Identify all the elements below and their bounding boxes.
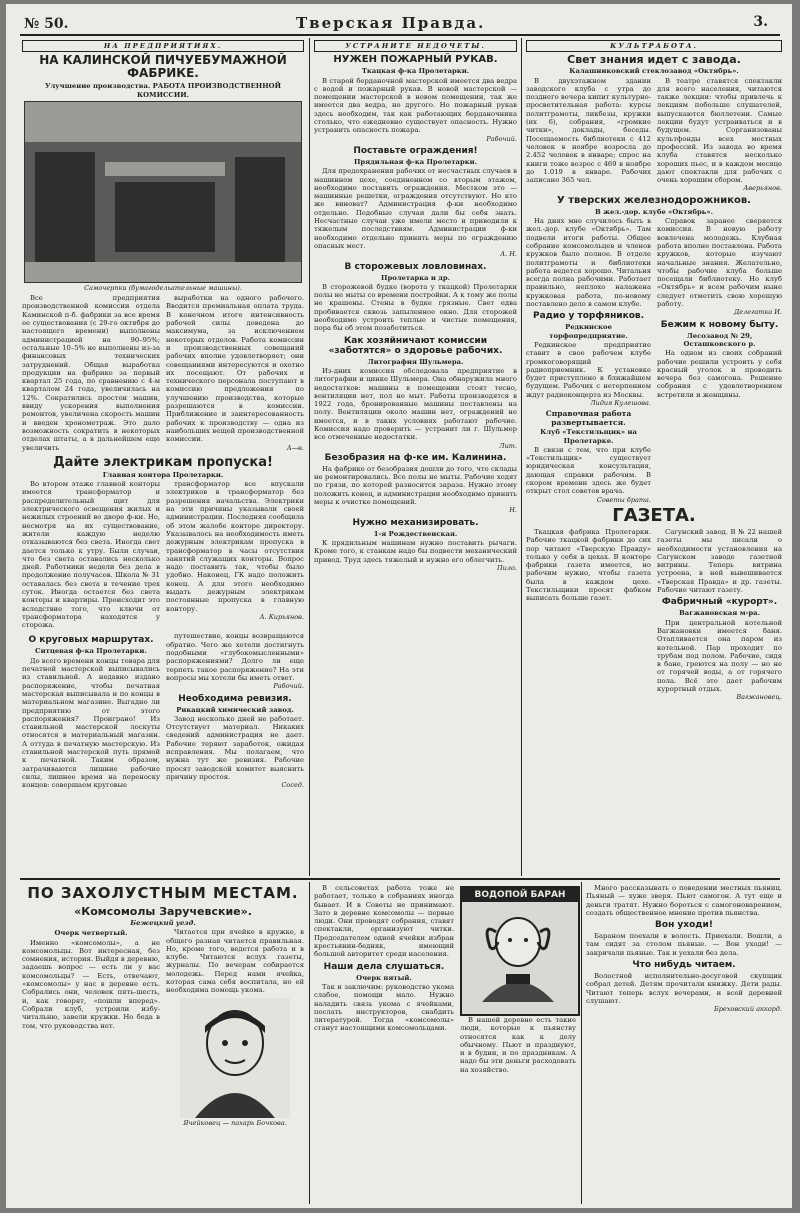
- subheadline: Рикацкий химический завод.: [176, 705, 294, 714]
- article-signature: Н.: [509, 506, 517, 515]
- headline: «Комсомолы Заручевские».: [74, 905, 252, 918]
- article-signature: Делегатка И.: [734, 308, 782, 317]
- article-text: На фабрике от безобразия дошли до того, что склады не ремонтировались. Все полы не мыты. Рабочие ходят по грязи, по которой разносится зараза. Нужно этому положить конец, и администрации необходимо принять меры к очистке помещений.: [314, 464, 517, 507]
- headline: Радио у торфяников.: [532, 311, 645, 322]
- article-text: путешествие, концы возвращаются обратно. Чего же хотели достигнуть подобными «глубокомысленными» распоряжениями? Долго ли еще терпеть такое распоряжение? На эти вопросы мы хотели бы иметь ответ.: [166, 632, 304, 682]
- article-text: Волостной исполнительно-досуговой скупщик собрал детей. Детям прочитали книжку. Дети рады. Читают теперь вслух вечерами, и всей деревней слушают.: [586, 972, 782, 1005]
- subheadline: Ситцевая ф-ка Пролетарки.: [35, 647, 147, 656]
- headline: Как хозяйничают комиссии «заботятся» о здоровье рабочих.: [328, 335, 503, 356]
- subheadline: Литография Шульмера.: [367, 357, 464, 366]
- article-text: В театре ставятся спектакли для всего населения, читаются также лекции: чтобы привлечь к лекциям побольше слушателей, выпускаются бюллетени. Самые лекции будут устраиваться и в будущем. Сорганизованы культфонды всех местных профессий. Из завода во время клуба ставятся несколько хороших пьес, и в каждом месяце дают спектакли для рабочих с очень хорошим сбором.: [657, 76, 782, 185]
- subheadline: Улучшение производства. РАБОТА ПРОИЗВОДСТВЕННОЙ КОМИССИИ.: [44, 82, 281, 99]
- headline: Наши дела слушаться.: [323, 961, 445, 972]
- article-text: выработки на одного рабочего. Вводится премиальная оплата труда. В конечном итоге интенсивность рабочей силы доведена до максимума, за исключением некоторых отделов. Работа комиссии и производственных совещаний рабочих вполне удовлетворяет; они совещаниями интересуются и охотно их посещают. От рабочих и технического персонала поступают в комиссию предложения по улучшению производства, которые разрешаются в комиссии. Приближение и заинтересованность рабочих к производству — одна из наибольших вещей производственной комиссии.: [166, 294, 304, 444]
- article-text: Ткацкая фабрика Пролетарки. Рабочие ткацкой фабрики до сих пор читают «Тверскую Правду» только у себя в цехах. В конторе фабрики газета имеется, но рабочим нужно, чтобы газета была в каждом цехе. Текстильщики просят фабком выписать больше газет.: [526, 527, 651, 603]
- page-number: 3.: [753, 14, 768, 30]
- headline: Фабричный «курорт».: [661, 597, 778, 608]
- article-signature: Пило.: [497, 563, 517, 572]
- paper-name: Тверская Правда.: [296, 14, 486, 32]
- subheadline: В жел.-дор. клубе «Октябрь».: [595, 207, 713, 216]
- subheadline: Калашниковский стеклозавод «Октябрь».: [569, 67, 739, 76]
- article-text: Завод несколько дней не работает. Отсутствует материал. Никаких сведений администрация не дает. Рабочие теряют заработок, ожидая исправления. Мы полагаем, что нужна тут же ревизия. Рабочие просят заводской комитет выяснить причину простоя.: [166, 714, 304, 781]
- column-culture: [526, 40, 782, 874]
- article-text: Так и заключим: руководство укома слабое, помощи мало. Нужно наладить связь укома с ячейками, послать инструкторов, снабдить литературой. Тогда «комсомолы» станут настоящими комсомольцами.: [314, 982, 454, 1033]
- factory-photo: [24, 101, 302, 283]
- headline: Вон уходи!: [655, 920, 713, 931]
- poster-title: ВОДОПОЙ БАРАН: [462, 888, 578, 902]
- article-signature: Лидия Кулешова.: [590, 398, 651, 407]
- article-signature: А. Кирьянов.: [259, 612, 304, 621]
- subheadline: Прядильная ф-ка Пролетарки.: [353, 157, 478, 166]
- headline: Необходима ревизия.: [178, 693, 292, 704]
- column-divider: [309, 38, 310, 876]
- article-text: Для предохранения рабочих от несчастных случаев в машинном цехе, соединенном со вторым этажом, необходимо поставить ограждения. Местком это — машинные решетки, ограждения отсутствуют. Но кто же виноват? Администрация ф-ки необходимо отдельно. Подобные случаи дали бы себя знать. Несчастные случаи уже имели место и приводили к тяжелым последствиям. Администрации ф-ки необходимо отдельно принять меры по ограждению опасных мест.: [314, 167, 517, 250]
- article-text: Редкинское предприятие ставит в свое рабочем клубе громкоговорящий радиоприемник. К установке будет приступлено в ближайшем будущем. Рабочих с нетерпением ждут радиоконцерта из Москвы.: [526, 340, 651, 399]
- photo-caption: Самочерпки (бумагодельательные машины).: [84, 283, 242, 292]
- headline: ГАЗЕТА.: [612, 504, 696, 526]
- article-text: Во втором этаже главной конторы имеется трансформатор и распределительный щит для электрического освещения жилых и нежилых строений во дворе ф-ки. Но, несмотря на их существование, жители каждую неделю отказываются без света. Иногда свет дается только к утру. Были случаи, что без света оставались несколько дней. Работники недели без дела в продолжение получасов. Школа № 31 оставалась без света в течение трех суток. Иногда остается без света конторы и квартиры. Происходит это вследствие того, что ключи от трансформатора находятся у сторожа.: [22, 480, 160, 630]
- subheadline: 1-я Рождественская.: [373, 529, 458, 538]
- article-signature: Рабочий.: [273, 682, 304, 691]
- column-shortcomings: [314, 40, 517, 874]
- headline: У тверских железнодорожников.: [557, 194, 751, 206]
- portrait-illustration: [180, 998, 290, 1118]
- headline: Справочная работа развертывается.: [545, 409, 632, 428]
- article-text: До всего времени концы товара для печатной мастерской выписывались из ставильной. А недавно издано распоряжение, чтобы печатная мастерская выписывала и по концы в материальном магазине. Выгадно ли предприятию от этого распоряжения? Проиграно! Из ставильной мастерской лоскуты относятся в материальный магазин. А оттуда в печатную мастерскую. Из ставильной мастерской путь прямой к печатной. Таким образом, затрачиваются лишние рабочие силы, лишнее время на переноску концов: совершаем круговые: [22, 656, 160, 790]
- rubric: НА ПРЕДПРИЯТИЯХ.: [22, 40, 304, 52]
- bottom-right-column: [586, 884, 782, 1204]
- headline: Дайте электрикам пропуска!: [53, 454, 273, 470]
- cartoon-poster: [460, 886, 580, 1016]
- subheadline: Вагжановская м-ра.: [679, 609, 760, 618]
- subheadline: Очерк четвертый.: [54, 929, 128, 938]
- article-signature: Бреховский аккорд.: [713, 1005, 782, 1014]
- article-signature: Лит.: [499, 441, 517, 450]
- article-signature: Сосед.: [281, 781, 304, 790]
- article-text: Сагунский завод. В № 22 нашей газеты мы писали о необходимости установления на Сагунском заводе газетной витрины. Теперь витрина устроена, в ней вывешивается «Тверская Правда» и др. газеты. Рабочие читают газету.: [657, 527, 782, 595]
- section-divider: [20, 878, 780, 880]
- ram-drawing-icon: [462, 902, 574, 1006]
- column-enterprises: [22, 40, 304, 874]
- article-text: В связи с тем, что при клубе «Текстильщик» существует юридическая консультация, дающая справки рабочим. В скором времени здесь же будет открыт стол советов врача.: [526, 445, 651, 496]
- article-text: Бараном поехали в волость. Приехали. Вошли, а там сидят за столом пьяные. — Вон уходи! — закричали пьяные. Так и уехали без дела.: [586, 932, 782, 957]
- bottom-poster-text: [460, 1016, 576, 1204]
- headline: Нужно механизировать.: [352, 517, 479, 528]
- portrait-caption: Ячейковец — пахарь Бочкова.: [183, 1118, 287, 1127]
- article-signature: Рабочий.: [486, 134, 517, 143]
- headline: Поставьте ограждения!: [353, 145, 478, 156]
- article-text: К прядильным машинам нужно поставить рычаги. Кроме того, к станкам надо бы подвести механический привод. Труд здесь тяжелый и нужно его облегчить.: [314, 538, 517, 564]
- article-text: В двухэтажном здании заводского клуба с утра до позднего вечера кипит культурно-просветительная работа: курсы политграмоты, ликбезы, кружки (их 6), собрания, «громкие читки», доклады, беседы. Посещаемость библиотеки с 412 человек в ноябре возросла до 2.452 человек в январе; спрос на книги тоже возрос с 469 в ноябре до 1.019 в январе. Рабочих записано 365 чел.: [526, 76, 651, 185]
- bottom-left-column: [22, 904, 304, 1204]
- headline: В сторожевых ловловинах.: [344, 261, 487, 272]
- article-signature: Аверьянов.: [743, 184, 782, 193]
- headline: О круговых маршрутах.: [28, 635, 154, 646]
- article-signature: Советы брата.: [596, 495, 651, 504]
- article-text: В сторожевой будке (ворота у ткацкой) Пролетарки полы не мыты со времени постройки. А к тому же полы не крашены. Стены в будке грязные. Свет едва пробивается сквозь запыленное окно. Для сторожей необходимо устроить теплые и чистые помещения, пора бы об этом позаботиться.: [314, 282, 517, 333]
- masthead: [6, 4, 792, 34]
- article-text: При центральной котельной Вагжановки имеется баня. Отапливается она паром из котельной. Пар проходит по трубам под полом. Рабочие, сидя в бане, греются на полу — но не от горячей воды, а от горячего пола. Всё это дает рабочим курортный отдых.: [657, 618, 782, 693]
- rubric: УСТРАНИТЕ НЕДОЧЕТЫ.: [314, 40, 517, 52]
- subheadline: Редкинское торфопредприятие.: [549, 323, 628, 340]
- article-signature: А—в.: [286, 443, 304, 452]
- article-signature: А. Н.: [500, 250, 517, 259]
- subheadline: Ткацкая ф-ка Пролетарки.: [361, 67, 470, 76]
- headline: НУЖЕН ПОЖАРНЫЙ РУКАВ.: [333, 54, 498, 66]
- subheadline: Лесозавод № 29, Осташковского р.: [683, 331, 756, 348]
- bottom-middle-column: [314, 884, 454, 1204]
- article-text: трансформатор все впускали электриков в трансформатор без разрешения начальства. Электрики на эти причины указывали своей администрации. Последняя сообщила об этом жалобе конторе директору. Указывалось на необходимость иметь дежурным электрикам пропуска в трансформатор в часы отсутствия занятий служащих конторы. Вопрос надо поставить так, чтобы было удобно. Наконец, ГК надо положить конец. А для этого необходимо выдать дежурным электрикам постоянные пропуска в главную контору.: [166, 480, 304, 613]
- article-text: На днях мне случилось быть в жел.-дор. клубе «Октябрь». Там подвели итоги работы. Общее собрание комсомольцев и членов кружков было полное. В отделе политграмоты и библиотеки работа ведется хорошо. Читальня всегда полна рабочими. Работает правильно, неплохо налажена кружковая работа, по-новому поставлено дело в самом клубе.: [526, 217, 651, 309]
- column-divider: [581, 882, 582, 1204]
- article-text: Много рассказывать о поведении местных пьяниц. Пьяный — хуже зверя. Пьют самогон. А тут еще и деньги тратят. Нужно бороться с самогоноварением, создать общественное мнение против пьянства.: [586, 884, 782, 917]
- article-text: Именно «комсомолы», а не комсомольцы. Вот интересная, без сомнения, история. Выйдя в деревню, задаешь вопрос — есть ли у вас комсомольцы? — Есть, отвечают, «комсомолы» у нас в деревне есть. Собрались они, человек пять-шесть, и, как говорят, «пошли вперед». Собрали клуб, устроили избу-читальню, завели кружки. Но беда в том, что руководства нет.: [22, 938, 160, 1030]
- article-text: На одном из своих собраний рабочие решили устроить у себя красный уголок и проводить вечера без самогона. Решение собрания с удовлетворением встретили и женщины.: [657, 349, 782, 399]
- section-banner: ПО ЗАХОЛУСТНЫМ МЕСТАМ.: [27, 884, 299, 902]
- article-text: В нашей деревне есть такие люди, которые к пьянству относятся как к делу обычному. Пьют и празднуют, и в будни, и по праздникам. А надо бы эти деньги расходовать на хозяйство.: [460, 1016, 576, 1074]
- portrait-icon: [180, 998, 290, 1118]
- rubric: КУЛЬТРАБОТА.: [526, 40, 782, 52]
- headline: Безобразия на ф-ке им. Калинина.: [324, 452, 507, 463]
- headline: Что нибудь читаем.: [632, 960, 736, 971]
- article-signature: Вагжановец.: [736, 693, 782, 702]
- article-text: В старой берданочной мастерской имеется два ведра с водой и пожарный рукав. В новой мастерской — помещении мастерской в новом помещении, так же имеется два ведра, но другого. Но пожарный рукав здесь необходим, так как работающих берданочника столько, что ежедневно существует опасность. Нужно устранить опасность пожара.: [314, 76, 517, 135]
- masthead-rule: [20, 34, 780, 36]
- column-divider: [521, 38, 522, 876]
- newspaper-page: [6, 4, 792, 1208]
- article-text: Из-дних комиссия обследовала предприятие в литографии и цинке Шульмера. Она обнаружила много недостатков: машины в помещении стоят тесно, вентиляции нет, пол не мыт. Работы производятся в 1922 года, бронированные машины поставлены на полу. Вентиляции около машин нет, ограждений не имеется, и в таких условиях работают рабочие. Комиссия надо проверить — устранит ли г. Шульмер все отмеченные недостатки.: [314, 366, 517, 442]
- article-text: Все предприятия производственной комиссии отдела Каминской п-б. фабрики за все время ее существования (с 29-го октября до настоящего времени) выполнены администрацией на 90–95%; остальные 10–5% не выполнены из-за финансовых технических затруднений. Общая выработка продукции на фабрике за первый квартал 25 года, по сравнению с 4-м кварталом 24 года, увеличилась на 12%. Сократились простои машин, ввиду ускорения выполнения ремонтов, увеличена скорость машин и введен хронометраж. Это дало возможность сократить в некоторых отделах штаты, а в дальнейшем еще увеличить: [22, 294, 160, 452]
- headline: Свет знания идет с завода.: [567, 53, 741, 67]
- article-text: Читается при ячейке в кружке, в общего разная читается правильная. Но, кроме того, ведется работа и в клубе. Читаются вслух газеты, журналы. По вечерам собирается молодежь. Перед нами ячейка, которая сама себя воспитала, но ей необходима помощь укома.: [166, 928, 304, 995]
- headline: Бежим к новому быту.: [660, 319, 779, 330]
- subheadline: Очерк пятый.: [356, 973, 412, 982]
- issue-number: № 50.: [24, 16, 69, 32]
- subheadline: Главная контора Пролетарки.: [102, 470, 224, 479]
- article-text: Справок заранее сверяется комиссия. В новую работу вовлечена молодежь. Клубная работа вполне поставлена. Работа кружков, которые изучают начальные знания. Желательно, чтобы рабочие клуба больше посещали библиотеку. Но клуб «Октябрь» и всем рабочим ныне следует отметить свою хорошую работу.: [657, 217, 782, 309]
- subheadline: Пролетарка и др.: [381, 273, 450, 282]
- headline: НА КАЛИНСКОЙ ПИЧУЕБУМАЖНОЙ ФАБРИКЕ.: [39, 53, 287, 81]
- column-divider: [309, 882, 310, 1204]
- subheadline: Бежецкий уезд.: [130, 919, 196, 927]
- article-text: В сельсоветах работа тоже не работает, только в собраниях иногда бывает. И в Советы не принимают. Зато в деревне комсомолы — первые люди. Они проводят собрания, ставят спектакли, организуют читки. Председателем одной ячейки избран крестьянин-бедняк, имеющий большой авторитет среди населения.: [314, 884, 454, 959]
- subheadline: Клуб «Текстильщик» на Пролетарке.: [540, 428, 637, 445]
